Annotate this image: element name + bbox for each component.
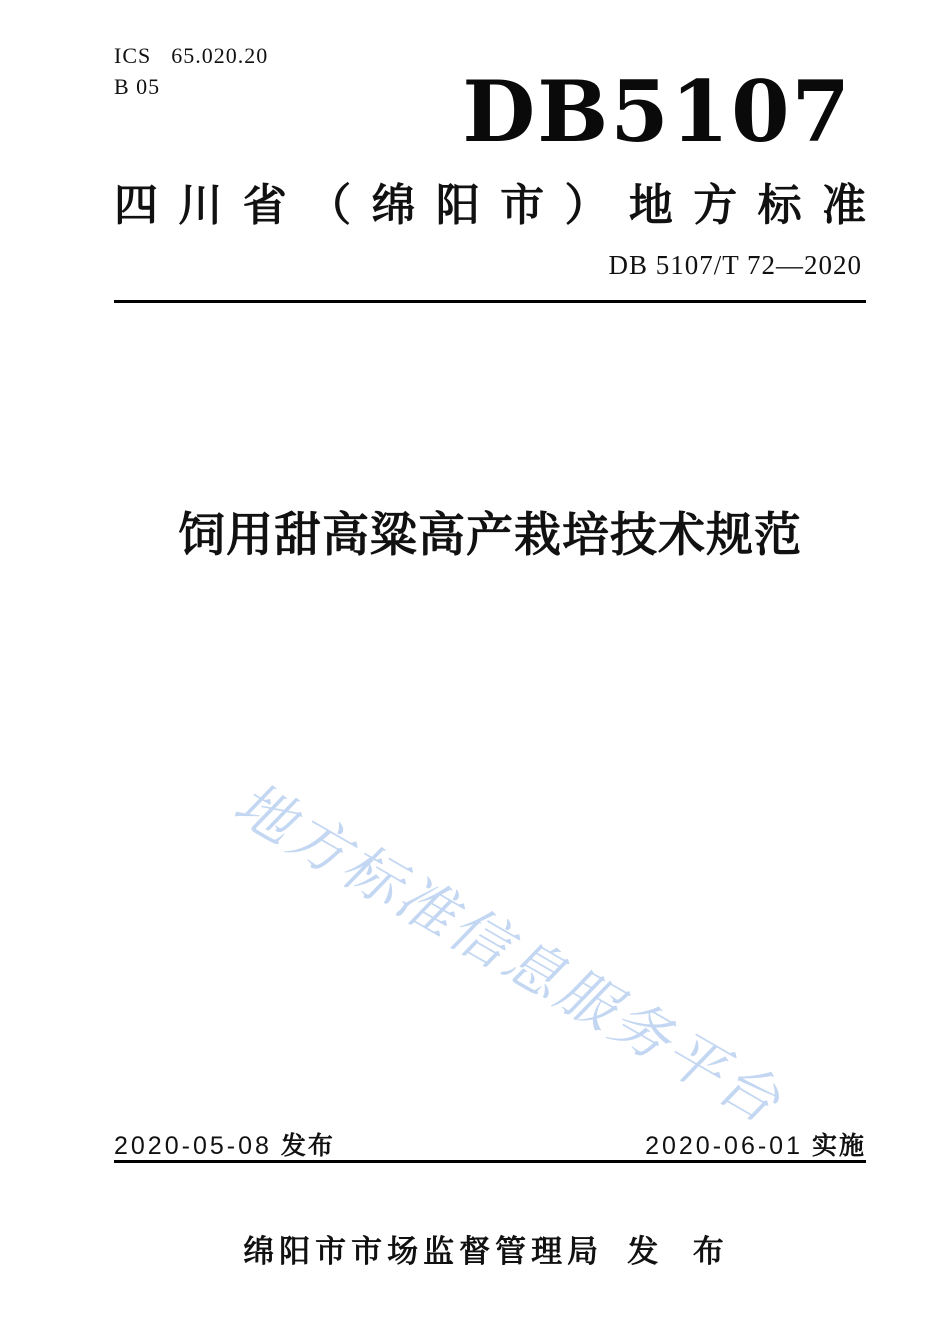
db-code-logo: DB5107 <box>462 62 852 161</box>
release-date: 2020-05-08 <box>114 1132 272 1160</box>
ics-label: ICS <box>114 43 152 68</box>
dates-row <box>114 1126 866 1162</box>
footer-rule <box>114 1160 866 1163</box>
standard-number: DB 5107/T 72—2020 <box>608 250 862 280</box>
release-date-group <box>114 1126 335 1162</box>
release-label: 发布 <box>280 1132 335 1160</box>
publisher-line <box>114 1226 866 1271</box>
publisher-name: 绵阳市市场监督管理局 <box>243 1234 604 1269</box>
class-code: B 05 <box>114 74 161 99</box>
implement-date: 2020-06-01 <box>645 1132 803 1160</box>
header-rule <box>114 300 866 303</box>
ics-line <box>114 40 268 71</box>
implement-label: 实施 <box>811 1132 866 1160</box>
ics-code: 65.020.20 <box>171 43 269 68</box>
publish-action: 发 布 <box>627 1234 737 1269</box>
ics-classification-block <box>114 40 268 102</box>
implement-date-group <box>645 1126 866 1162</box>
standard-type-heading: 四川省（绵阳市）地方标准 <box>114 181 866 230</box>
watermark-text: 地方标准信息服务平台 <box>223 770 793 1137</box>
document-title: 饲用甜高粱高产栽培技术规范 <box>178 508 802 561</box>
